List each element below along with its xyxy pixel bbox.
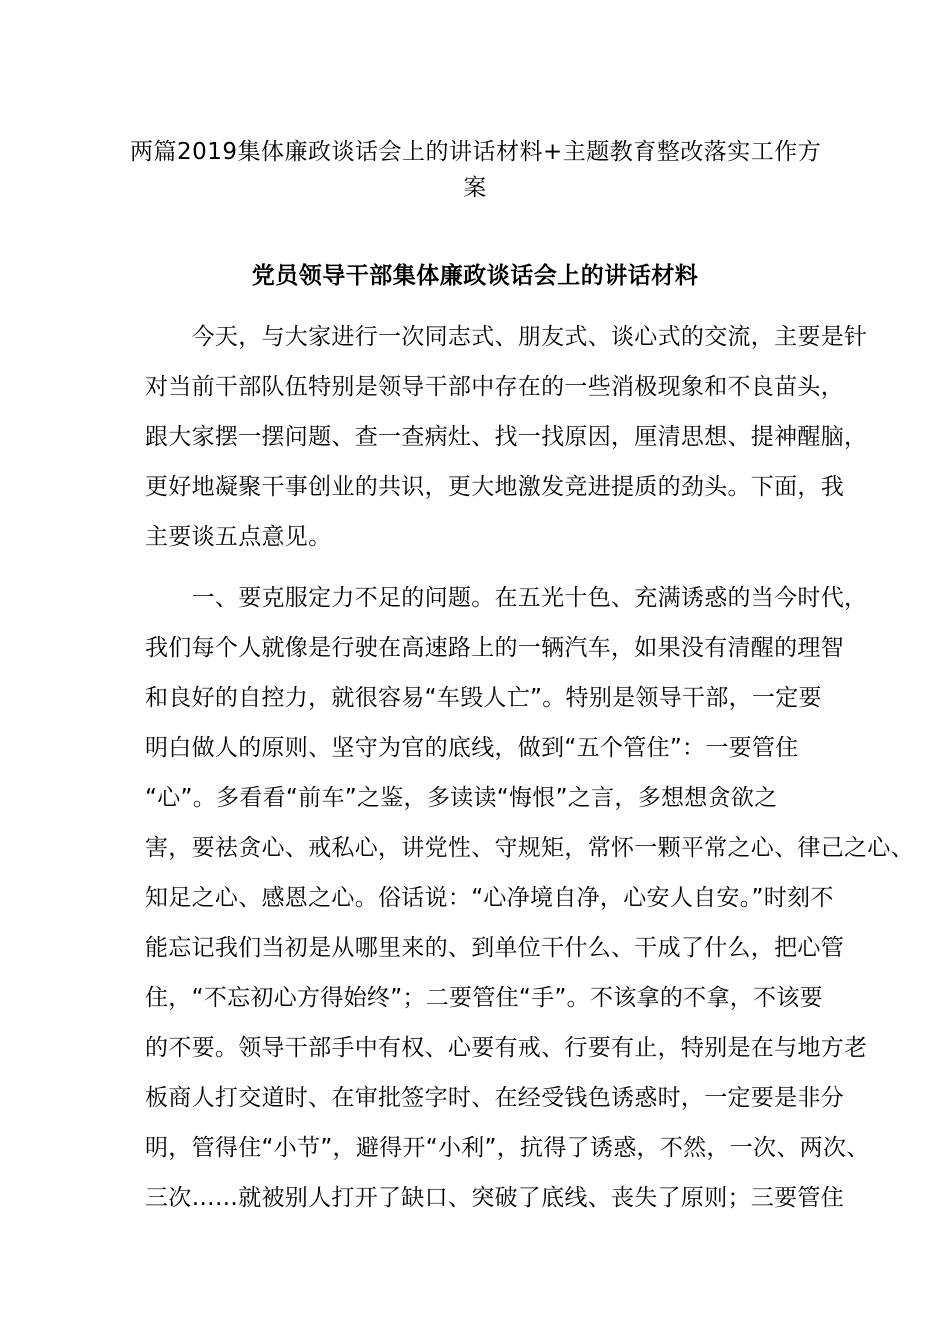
text-line: 能忘记我们当初是从哪里来的、到单位干什么、干成了什么，把心管	[145, 935, 844, 961]
text-line: 害，要祛贪心、戒私心，讲党性、守规矩，常怀一颗平常之心、律己之心、	[145, 835, 914, 861]
text-line: 住，“不忘初心方得始终”；二要管住“手”。不该拿的不拿，不该要	[145, 985, 823, 1011]
text-line: 主要谈五点意见。	[145, 524, 332, 550]
text-line: 知足之心、感恩之心。俗话说：“心净境自净，心安人自安。”时刻不	[145, 885, 834, 911]
title-line: 案	[463, 175, 487, 201]
text-line: 三次……就被别人打开了缺口、突破了底线、丧失了原则；三要管住	[145, 1185, 844, 1211]
text-line: 今天，与大家进行一次同志式、朋友式、谈心式的交流，主要是针	[145, 324, 868, 350]
text-line: 对当前干部队伍特别是领导干部中存在的一些消极现象和不良苗头，	[145, 374, 844, 400]
text-line: 和良好的自控力，就很容易“车毁人亡”。特别是领导干部，一定要	[145, 685, 822, 711]
text-line: 的不要。领导干部手中有权、心要有戒、行要有止，特别是在与地方老	[145, 1035, 868, 1061]
paragraph-intro	[145, 312, 868, 562]
title-line: 两篇2019集体廉政谈话会上的讲话材料+主题教育整改落实工作方	[130, 139, 822, 165]
text-line: “心”。多看看“前车”之鉴，多读读“悔恨”之言，多想想贪欲之	[145, 785, 778, 811]
text-line: 明，管得住“小节”，避得开“小利”，抗得了诱惑，不然，一次、两次、	[145, 1135, 870, 1161]
section-subtitle: 党员领导干部集体廉政谈话会上的讲话材料	[251, 263, 699, 289]
paragraph-point-one	[145, 573, 914, 1223]
text-line: 更好地凝聚干事创业的共识，更大地激发竞进提质的劲头。下面，我	[145, 474, 844, 500]
text-line: 跟大家摆一摆问题、查一查病灶、找一找原因，厘清思想、提神醒脑，	[145, 424, 868, 450]
text-line: 明白做人的原则、坚守为官的底线，做到“五个管住”：一要管住	[145, 735, 799, 761]
text-line: 板商人打交道时、在审批签字时、在经受钱色诱惑时，一定要是非分	[145, 1085, 844, 1111]
text-line: 一、要克服定力不足的问题。在五光十色、充满诱惑的当今时代，	[145, 585, 868, 611]
text-line: 我们每个人就像是行驶在高速路上的一辆汽车，如果没有清醒的理智	[145, 635, 844, 661]
document-title	[130, 134, 820, 206]
